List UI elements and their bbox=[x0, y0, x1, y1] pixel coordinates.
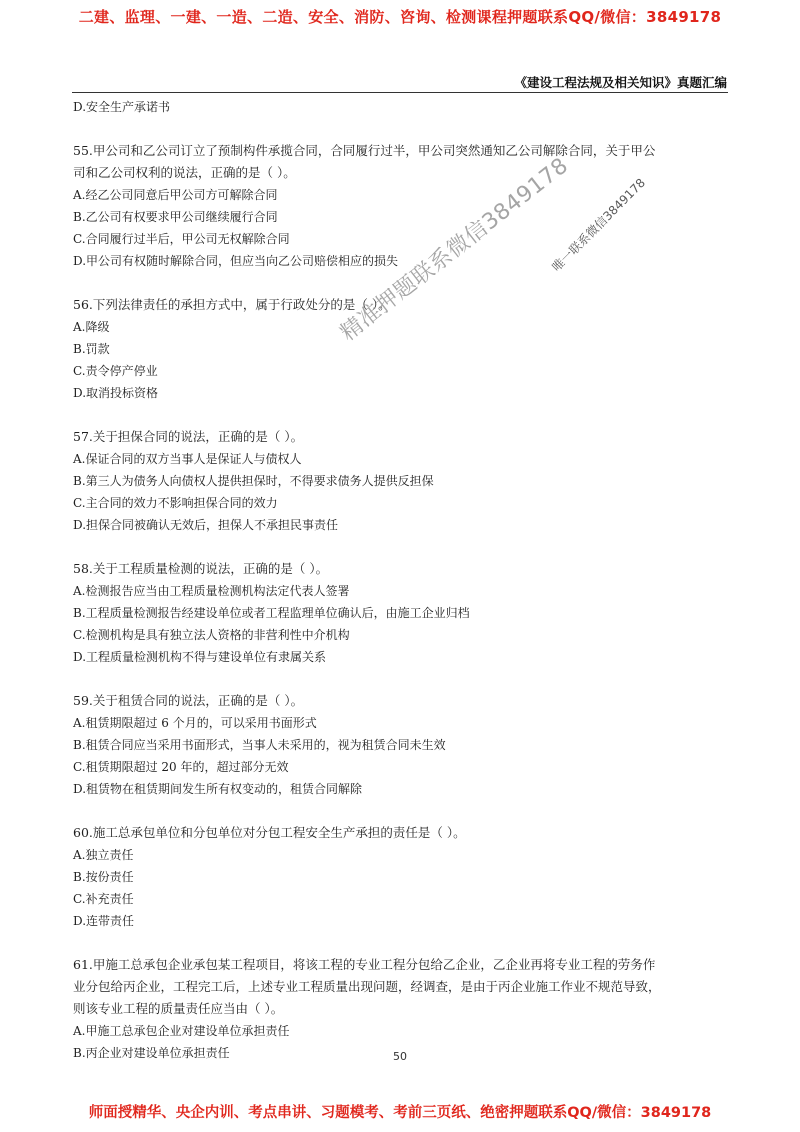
option-a: A.独立责任 bbox=[73, 848, 134, 862]
header-divider bbox=[72, 92, 728, 93]
question-55 bbox=[73, 140, 729, 272]
question-stem-line: 60.施工总承包单位和分包单位对分包工程安全生产承担的责任是（ ）。 bbox=[73, 825, 466, 840]
option-b: B.乙公司有权要求甲公司继续履行合同 bbox=[73, 210, 278, 224]
option-c: C.租赁期限超过 20 年的，超过部分无效 bbox=[73, 760, 289, 774]
question-57 bbox=[73, 426, 729, 536]
option-b: B.按份责任 bbox=[73, 870, 134, 884]
option-a: A.保证合同的双方当事人是保证人与债权人 bbox=[73, 452, 302, 466]
watermark-small: 唯一联系微信3849178 bbox=[549, 175, 649, 275]
option-c: C.合同履行过半后，甲公司无权解除合同 bbox=[73, 232, 290, 246]
option-d: D.工程质量检测机构不得与建设单位有隶属关系 bbox=[73, 650, 327, 664]
option-a: A.租赁期限超过 6 个月的，可以采用书面形式 bbox=[73, 716, 317, 730]
question-stem-line: 55.甲公司和乙公司订立了预制构件承揽合同，合同履行过半，甲公司突然通知乙公司解除合同，关于甲公 bbox=[73, 143, 656, 158]
question-stem-line: 59.关于租赁合同的说法，正确的是（ ）。 bbox=[73, 693, 304, 708]
page-number: 50 bbox=[393, 1050, 407, 1063]
option-c: C.责令停产停业 bbox=[73, 364, 158, 378]
option-d: D.担保合同被确认无效后，担保人不承担民事责任 bbox=[73, 518, 339, 532]
question-stem-line: 56.下列法律责任的承担方式中，属于行政处分的是（ ）。 bbox=[73, 297, 391, 312]
option-c: C.检测机构是具有独立法人资格的非营利性中介机构 bbox=[73, 628, 350, 642]
option-b: B.工程质量检测报告经建设单位或者工程监理单位确认后，由施工企业归档 bbox=[73, 606, 470, 620]
option-b: B.罚款 bbox=[73, 342, 110, 356]
question-60 bbox=[73, 822, 729, 932]
question-stem-line: 57.关于担保合同的说法，正确的是（ ）。 bbox=[73, 429, 304, 444]
bottom-promo-banner: 师面授精华、央企内训、考点串讲、习题模考、考前三页纸、绝密押题联系QQ/微信：3849178 bbox=[88, 1105, 712, 1121]
question-stem-line: 61.甲施工总承包企业承包某工程项目，将该工程的专业工程分包给乙企业，乙企业再将专业工程的劳务作 bbox=[73, 957, 656, 972]
question-59 bbox=[73, 690, 729, 800]
option-a: A.降级 bbox=[73, 320, 110, 334]
option-b: B.丙企业对建设单位承担责任 bbox=[73, 1046, 230, 1060]
option-a: A.甲施工总承包企业对建设单位承担责任 bbox=[73, 1024, 290, 1038]
question-56 bbox=[73, 294, 729, 404]
document-body bbox=[73, 96, 729, 1064]
option-c: C.主合同的效力不影响担保合同的效力 bbox=[73, 496, 278, 510]
option-d: D.甲公司有权随时解除合同，但应当向乙公司赔偿相应的损失 bbox=[73, 254, 399, 268]
option-a: A.经乙公司同意后甲公司方可解除合同 bbox=[73, 188, 278, 202]
question-stem-line: 司和乙公司权利的说法，正确的是（ ）。 bbox=[73, 165, 296, 180]
carryover-option: D.安全生产承诺书 bbox=[73, 100, 171, 114]
question-stem-line: 业分包给丙企业，工程完工后，上述专业工程质量出现问题，经调查，是由于丙企业施工作业不规范导致， bbox=[73, 979, 661, 994]
top-promo-banner: 二建、监理、一建、一造、二造、安全、消防、咨询、检测课程押题联系QQ/微信：3849178 bbox=[78, 8, 722, 26]
question-58 bbox=[73, 558, 729, 668]
option-b: B.第三人为债务人向债权人提供担保时，不得要求债务人提供反担保 bbox=[73, 474, 434, 488]
question-61 bbox=[73, 954, 729, 1064]
running-header-title: 《建设工程法规及相关知识》真题汇编 bbox=[514, 75, 727, 90]
option-d: D.取消投标资格 bbox=[73, 386, 159, 400]
option-d: D.连带责任 bbox=[73, 914, 135, 928]
option-b: B.租赁合同应当采用书面形式，当事人未采用的，视为租赁合同未生效 bbox=[73, 738, 446, 752]
option-a: A.检测报告应当由工程质量检测机构法定代表人签署 bbox=[73, 584, 350, 598]
watermark-main: 精准押题联系微信3849178 bbox=[335, 153, 574, 347]
option-c: C.补充责任 bbox=[73, 892, 134, 906]
option-d: D.租赁物在租赁期间发生所有权变动的，租赁合同解除 bbox=[73, 782, 363, 796]
question-stem-line: 则该专业工程的质量责任应当由（ ）。 bbox=[73, 1001, 284, 1016]
question-stem-line: 58.关于工程质量检测的说法，正确的是（ ）。 bbox=[73, 561, 329, 576]
